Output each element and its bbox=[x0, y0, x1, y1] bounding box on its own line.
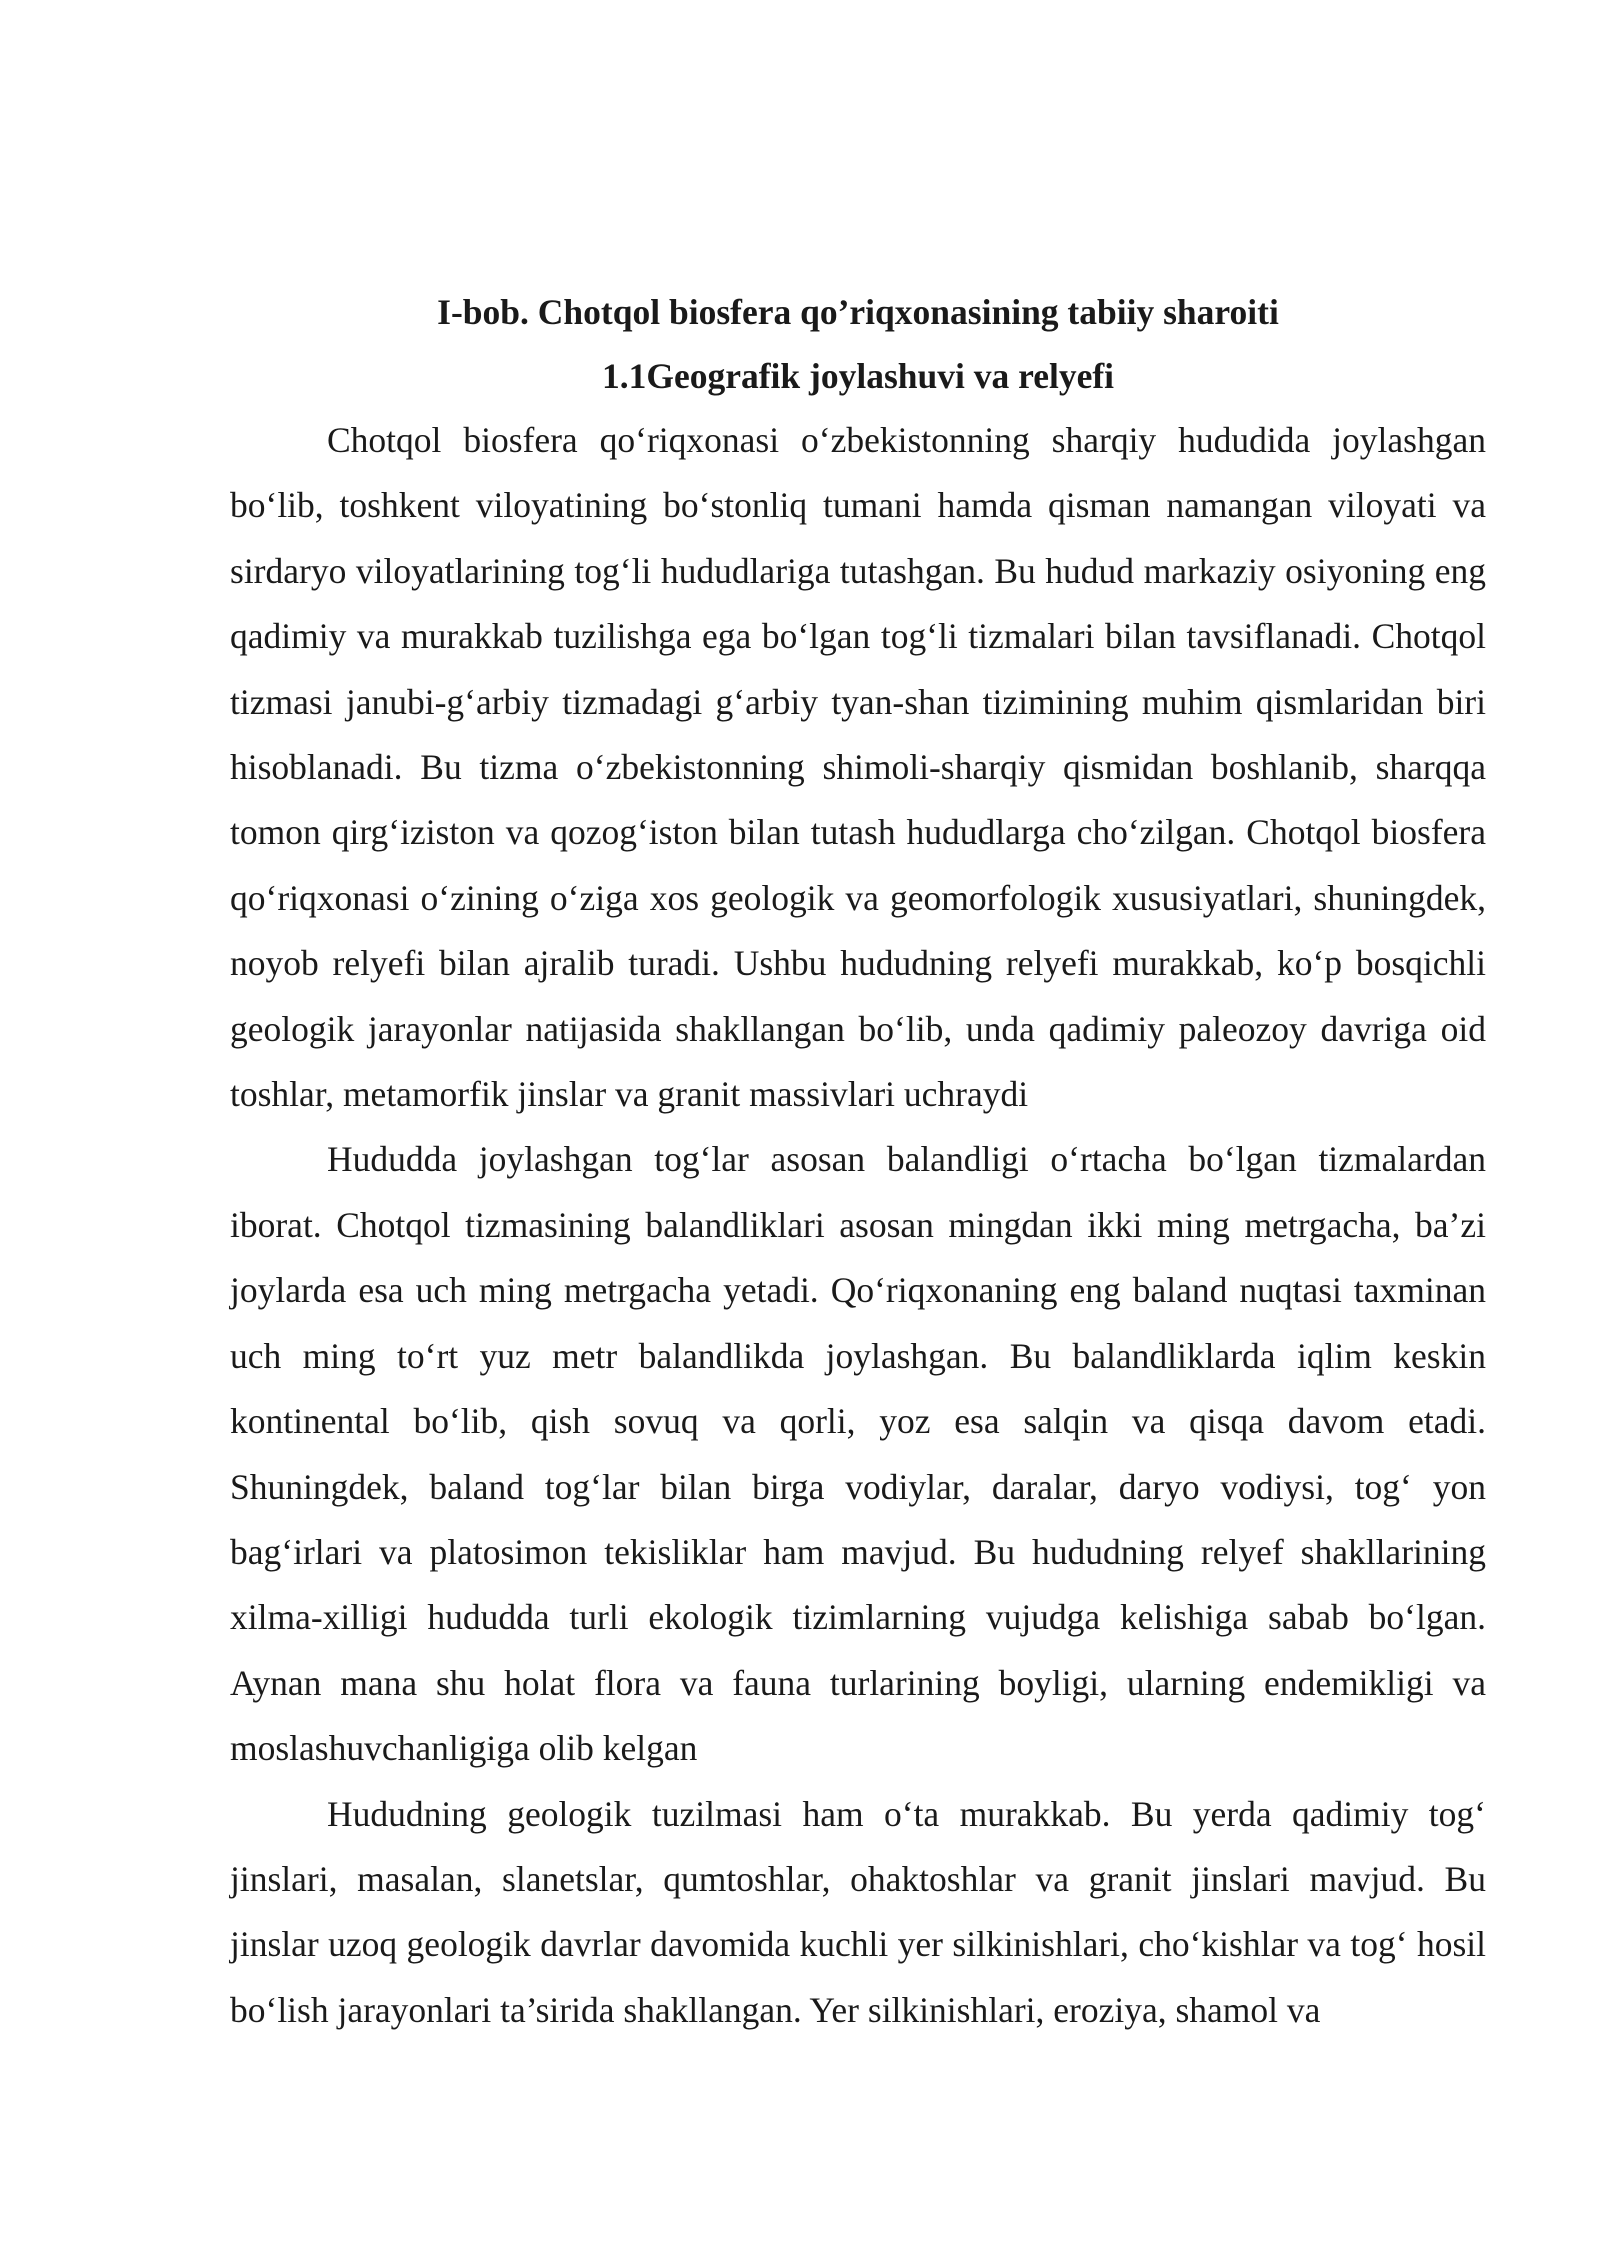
paragraph: Chotqol biosfera qo‘riqxonasi o‘zbekistonning sharqiy hududida joylashgan bo‘lib, toshkent viloyatining bo‘stonliq tumani hamda qisman namangan viloyati va sirdaryo viloyatlarining tog‘li hududlariga tutashgan. Bu hudud markaziy osiyoning eng qadimiy va murakkab tuzilishga ega bo‘lgan tog‘li tizmalari bilan tavsiflanadi. Chotqol tizmasi janubi-g‘arbiy tizmadagi g‘arbiy tyan-shan tizimining muhim qismlaridan biri hisoblanadi. Bu tizma o‘zbekistonning shimoli-sharqiy qismidan boshlanib, sharqqa tomon qirg‘iziston va qozog‘iston bilan tutash hududlarga cho‘zilgan. Chotqol biosfera qo‘riqxonasi o‘zining o‘ziga xos geologik va geomorfologik xususiyatlari, shuningdek, noyob relyefi bilan ajralib turadi. Ushbu hududning relyefi murakkab, ko‘p bosqichli geologik jarayonlar natijasida shakllangan bo‘lib, unda qadimiy paleozoy davriga oid toshlar, metamorfik jinslar va granit massivlari uchraydi bbox=[230, 420, 1486, 1115]
paragraph: Hududning geologik tuzilmasi ham o‘ta murakkab. Bu yerda qadimiy tog‘ jinslari, masalan, slanetslar, qumtoshlar, ohaktoshlar va granit jinslari mavjud. Bu jinslar uzoq geologik davrlar davomida kuchli yer silkinishlari, cho‘kishlar va tog‘ hosil bo‘lish jarayonlari ta’sirida shakllangan. Yer silkinishlari, eroziya, shamol va bbox=[230, 1793, 1486, 2030]
section-title: 1.1Geografik joylashuvi va relyefi bbox=[601, 356, 1115, 396]
chapter-title: I-bob. Chotqol biosfera qo’riqxonasining tabiiy sharoiti bbox=[437, 292, 1279, 332]
document-body bbox=[230, 280, 1486, 2043]
paragraph: Hududda joylashgan tog‘lar asosan balandligi o‘rtacha bo‘lgan tizmalardan iborat. Chotqol tizmasining balandliklari asosan mingdan ikki ming metrgacha, ba’zi joylarda esa uch ming metrgacha yetadi. Qo‘riqxonaning eng baland nuqtasi taxminan uch ming to‘rt yuz metr balandlikda joylashgan. Bu balandliklarda iqlim keskin kontinental bo‘lib, qish sovuq va qorli, yoz esa salqin va qisqa davom etadi. Shuningdek, baland tog‘lar bilan birga vodiylar, daralar, daryo vodiysi, tog‘ yon bag‘irlari va platosimon tekisliklar ham mavjud. Bu hududning relyef shakllarining xilma-xilligi hududda turli ekologik tizimlarning vujudga kelishiga sabab bo‘lgan. Aynan mana shu holat flora va fauna turlarining boyligi, ularning endemikligi va moslashuvchanligiga olib kelgan bbox=[230, 1139, 1486, 1769]
